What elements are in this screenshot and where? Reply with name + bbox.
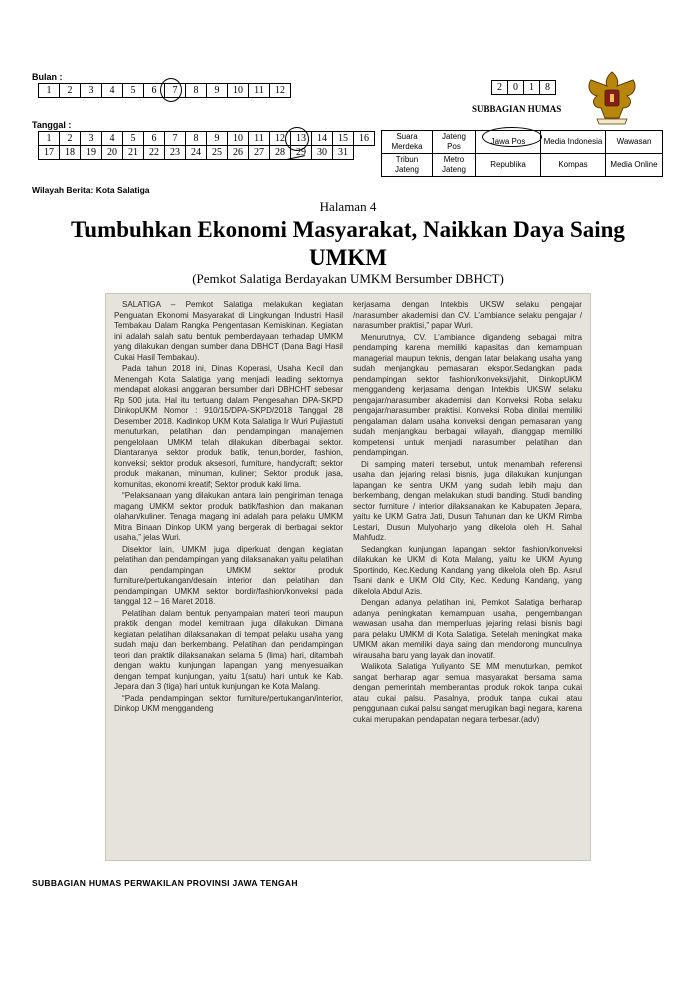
footer-label: SUBBAGIAN HUMAS PERWAKILAN PROVINSI JAWA TENGAH (32, 878, 298, 888)
date-cell: 6 (144, 132, 165, 146)
date-cell: 10 (228, 132, 249, 146)
media-cell: Wawasan (606, 131, 663, 154)
date-cell: 24 (186, 146, 207, 160)
date-grid (38, 131, 375, 160)
date-cell: 17 (39, 146, 60, 160)
year-digit: 8 (540, 81, 556, 95)
paragraph: “Pelaksanaan yang dilakukan antara lain pengiriman tenaga magang UMKM sektor produk batik/fashion dan makanan olahan/kuliner. Tenaga magang ini adalah para pelaku UMKM Mitra Binaan Dinkop UKM yang bergerak di berbagai sektor usaha,” jelas Wuri. (114, 491, 343, 542)
date-cell: 20 (102, 146, 123, 160)
paragraph: Menurutnya, CV. L’ambiance digandeng sebagai mitra pendamping karena memiliki kapasitas dan kemampuan managerial maupun teknis, dengan latar belakang usaha yang sudah menjangkau pemasaran ekspor.Sedangkan pada pendampingan sektor fashion/konveksi/jahit, DinkopUKM menggandeng kerjasama dengan Intekbis UKSW selaku pengajar/narasumber akademisi dan Konveksi Roba selaku pengajar/narasumber praktisi. Konveksi Roba dinilai memiliki pengalaman dalam usaha konveksi dengan pemasaran yang sudah menjangkau berbagai wilayah, dianggap memiliki kompetensi untuk menjadi narasumber pelatihan dan pendampingan. (353, 332, 582, 457)
media-cell: Suara Merdeka (382, 131, 433, 154)
date-cell: 15 (333, 132, 354, 146)
date-cell: 4 (102, 132, 123, 146)
paragraph: Sedangkan kunjungan lapangan sektor fashion/konveksi dilakukan ke UKM di Kota Malang, yaitu ke UKM Ayung Sportindo, Kec.Kedung Kandang yang dikelola oleh Bp. Asrul Tsani dank e UKM Old City, Kec. Kedung Kandang, yang dikelola Abdul Azis. (353, 544, 582, 596)
month-cell: 10 (228, 84, 249, 98)
date-cell: 14 (312, 132, 333, 146)
date-cell: 29 (291, 146, 312, 160)
tanggal-label: Tanggal : (32, 120, 72, 130)
date-cell: 25 (207, 146, 228, 160)
media-cell: Media Indonesia (541, 131, 606, 154)
news-clipping (105, 293, 591, 861)
paragraph: Disektor lain, UMKM juga diperkuat dengan kegiatan pelatihan dan pendampingan yang dilaksanakan yaitu pelatihan dan pendampingan UMKM sektor produk furniture/pertukangan/desain interior dan pelatihan dan pendampingan UMKM sektor bordir/fashion/konveksi pada tanggal 12 – 16 Maret 2018. (114, 544, 343, 606)
date-cell: 1 (39, 132, 60, 146)
media-cell: Metro Jateng (433, 154, 476, 177)
paragraph: Walikota Salatiga Yuliyanto SE MM menuturkan, pemkot sangat berharap agar semua masyarakat bersama sama dengan pemerintah memberantas produk rokok tanpa cukai atau cukai palsu. Pasalnya, produk tanpa cukai atau penggunaan cukai palsu sangat merugikan bagi negara, karena cukai merupakan pendapatan negara terbesar.(adv) (353, 662, 582, 724)
date-cell: 22 (144, 146, 165, 160)
selected-date-circle (285, 127, 309, 151)
month-cell: 6 (144, 84, 165, 98)
date-cell: 18 (60, 146, 81, 160)
date-cell-empty (354, 146, 375, 160)
media-cell: Tribun Jateng (382, 154, 433, 177)
wilayah-label: Wilayah Berita: Kota Salatiga (32, 185, 150, 195)
month-cell: 11 (249, 84, 270, 98)
month-cell: 3 (81, 84, 102, 98)
article-title: Tumbuhkan Ekonomi Masyarakat, Naikkan Daya Saing UMKM (71, 217, 625, 270)
paragraph: SALATIGA – Pemkot Salatiga melakukan kegiatan Penguatan Ekonomi Masyarakat di Lingkungan Industri Hasil Tembakau Dalam Rangka Pengentasan Kemiskinan. Kegiatan ini adalah salah satu bentuk pemberdayaan terhadap UMKM yang dilakukan dengan sumber dana DBHCT (Dana Bagi Hasil Cukai Hasil Tembakau). (114, 300, 343, 362)
date-cell: 19 (81, 146, 102, 160)
month-cell: 7 (165, 84, 186, 98)
month-cell: 4 (102, 84, 123, 98)
month-cell: 5 (123, 84, 144, 98)
date-cell: 2 (60, 132, 81, 146)
selected-media-circle (482, 127, 542, 147)
media-cell: Jawa Pos (476, 131, 541, 154)
date-cell: 28 (270, 146, 291, 160)
media-cell: Republika (476, 154, 541, 177)
date-cell: 13 (291, 132, 312, 146)
media-cell: Kompas (541, 154, 606, 177)
year-digit: 2 (492, 81, 508, 95)
date-cell: 30 (312, 146, 333, 160)
date-cell: 23 (165, 146, 186, 160)
paragraph: kerjasama dengan Intekbis UKSW selaku pengajar /narasumber akademisi dan CV. L’ambiance selaku pengajar / narasumber praktisi,” papar Wuri. (353, 300, 582, 330)
article-subtitle: (Pemkot Salatiga Berdayakan UMKM Bersumber DBHCT) (192, 271, 504, 286)
year-digit: 0 (508, 81, 524, 95)
article-column-left (114, 300, 343, 854)
page-number: Halaman 4 (319, 199, 377, 214)
media-cell: Media Online (606, 154, 663, 177)
date-cell: 7 (165, 132, 186, 146)
paragraph: Di samping materi tersebut, untuk menambah referensi usaha dan jejaring relasi bisnis, juga dilakukan kunjungan lapangan ke sentra UKM yang sudah lebih maju dan berkembang, dengan melakukan studi banding. Studi banding sector furniture / interior dilaksanakan ke Kabupaten Jepara, yaitu ke UKM Gatra Jati, Dusun Tahunan dan ke UKM Rimba Lestari, Dusun Mulyoharjo yang dikelola oleh H. Sahal Mahfudz. (353, 459, 582, 542)
selected-month-circle (160, 78, 182, 102)
date-cell: 11 (249, 132, 270, 146)
date-cell: 3 (81, 132, 102, 146)
month-cell: 2 (60, 84, 81, 98)
month-cell: 8 (186, 84, 207, 98)
date-cell: 31 (333, 146, 354, 160)
article-column-right (353, 300, 582, 854)
month-cell: 1 (39, 84, 60, 98)
date-cell: 8 (186, 132, 207, 146)
month-cell: 9 (207, 84, 228, 98)
bulan-label: Bulan : (32, 72, 63, 82)
date-cell: 26 (228, 146, 249, 160)
date-cell: 5 (123, 132, 144, 146)
date-cell: 27 (249, 146, 270, 160)
office-label: SUBBAGIAN HUMAS (472, 104, 562, 114)
paragraph: Dengan adanya pelatihan ini, Pemkot Salatiga berharap adanya peningkatan kemampuan usaha, pengembangan wawasan usaha dan memperluas jejaring relasi bisnis bagi para pelaku UMKM di Kota Salatiga. Setelah meningkat maka UMKM akan memiliki daya saing dan mendorong munculnya wirausaha baru yang layak dan inovatif. (353, 598, 582, 660)
date-cell: 9 (207, 132, 228, 146)
year-box (491, 80, 556, 95)
media-cell: Jateng Pos (433, 131, 476, 154)
paragraph: “Pada pendampingan sektor furniture/pertukangan/interior, Dinkop UKM menggandeng (114, 693, 343, 713)
date-cell: 16 (354, 132, 375, 146)
date-cell: 12 (270, 132, 291, 146)
date-cell: 21 (123, 146, 144, 160)
year-digit: 1 (524, 81, 540, 95)
paragraph: Pada tahun 2018 ini, Dinas Koperasi, Usaha Kecil dan Menengah Kota Salatiga yang menjadi leading sektornya mendapat alokasi anggaran bersumber dari DBHCHT sebesar Rp 500 juta. Hal itu tertuang dalam Pengesahan DPA-SKPD DinkopUKM Nomor : 910/15/DPA-SKPD/2018 Tanggal 28 Desember 2018. Kadinkop UKM Kota Salatiga Ir Wuri Pujiastuti menuturkan, pelatihan dan pendampingan manajemen pengelolaan UMKM telah dilakukan diberbagai sektor. Diantaranya sektor produk batik, tenun,border, fashion, konveksi; sektor produk aksesori, furniture, handycraft; sektor produk makanan, minuman, kuliner; Sektor produk jasa, komunitas, ekonomi kreatif; Sektor produk kaki lima. (114, 364, 343, 489)
paragraph: Pelatihan dalam bentuk penyampaian materi teori maupun praktik dengan model kemitraan juga dilakukan Dimana kegiatan pelatihan dilaksanakan di tempat pelaku usaha yang sudah maju dan berkembang. Pelatihan dan pendampingan teori dan praktik dilaksanakan selama 5 (lima) hari, ditambah dengan waktu kunjungan lapangan yang menyesuaikan dengan tempat kunjungan, yaitu 1(satu) hari untuk ke Kab. Jepara dan 3 (tiga) hari untuk kunjungan ke Kota Malang. (114, 608, 343, 691)
month-cell: 12 (270, 84, 291, 98)
garuda-emblem-icon (583, 66, 641, 126)
